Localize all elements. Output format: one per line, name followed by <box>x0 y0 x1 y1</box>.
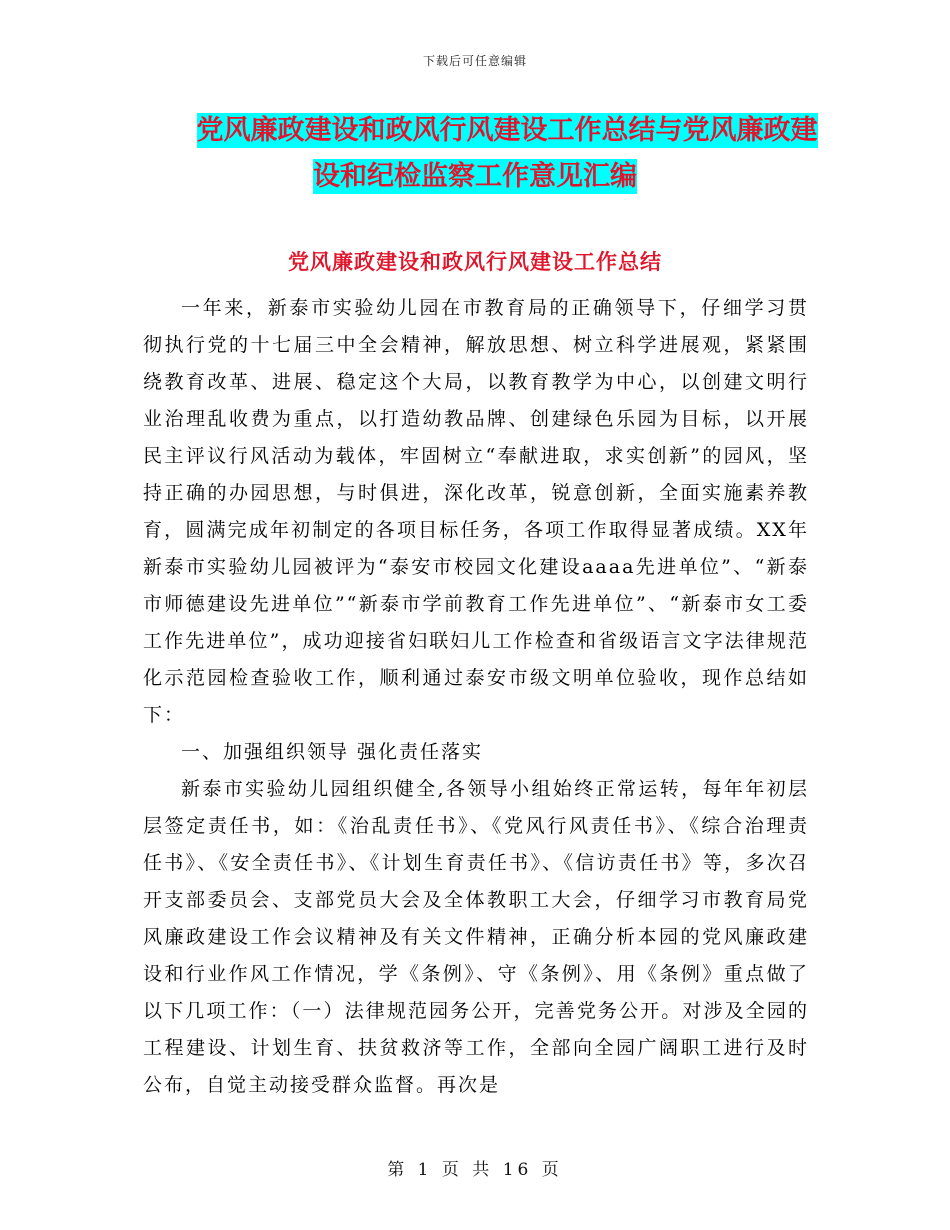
title-line-1 <box>0 108 950 154</box>
document-title <box>0 108 950 200</box>
body-text <box>143 290 809 1104</box>
section-title: 党风廉政建设和政风行风建设工作总结 <box>288 250 662 274</box>
title-line-2 <box>0 154 950 200</box>
heading-section-1: 一、加强组织领导 强化责任落实 <box>181 741 484 763</box>
page-number: 第 1 页 共 16 页 <box>387 1160 563 1180</box>
title-line-2-text: 设和纪检监察工作意见汇编 <box>313 161 637 192</box>
header-note: 下载后可任意编辑 <box>422 54 527 68</box>
title-line-1-text: 党风廉政建设和政风行风建设工作总结与党风廉政建 <box>196 115 818 146</box>
paragraph-intro: 一年来，新泰市实验幼儿园在市教育局的正确领导下，仔细学习贯彻执行党的十七届三中全会精神，解放思想、树立科学进展观，紧紧围绕教育改革、进展、稳定这个大局，以教育教学为中心，以创建文明行业治理乱收费为重点，以打造幼教品牌、创建绿色乐园为目标，以开展民主评议行风活动为载体，牢固树立“奉献进取，求实创新”的园风，坚持正确的办园思想，与时俱进，深化改革，锐意创新，全面实施素养教育，圆满完成年初制定的各项目标任务，各项工作取得显著成绩。XX年新泰市实验幼儿园被评为“泰安市校园文化建设aaaa先进单位”、“新泰市师德建设先进单位”“新泰市学前教育工作先进单位”、“新泰市女工委工作先进单位”，成功迎接省妇联妇儿工作检查和省级语言文字法律规范化示范园检查验收工作，顺利通过泰安市级文明单位验收，现作总结如下： <box>143 297 809 726</box>
paragraph-section-1: 新泰市实验幼儿园组织健全,各领导小组始终正常运转，每年年初层层签定责任书，如：《治乱责任书》、《党风行风责任书》、《综合治理责任书》、《安全责任书》、《计划生育责任书》、《信访责任书》等，多次召开支部委员会、支部党员大会及全体教职工大会，仔细学习市教育局党风廉政建设工作会议精神及有关文件精神，正确分析本园的党风廉政建设和行业作风工作情况，学《条例》、守《条例》、用《条例》重点做了以下几项工作：（一）法律规范园务公开，完善党务公开。对涉及全园的工程建设、计划生育、扶贫救济等工作，全部向全园广阔职工进行及时公布，自觉主动接受群众监督。再次是 <box>143 778 809 1096</box>
